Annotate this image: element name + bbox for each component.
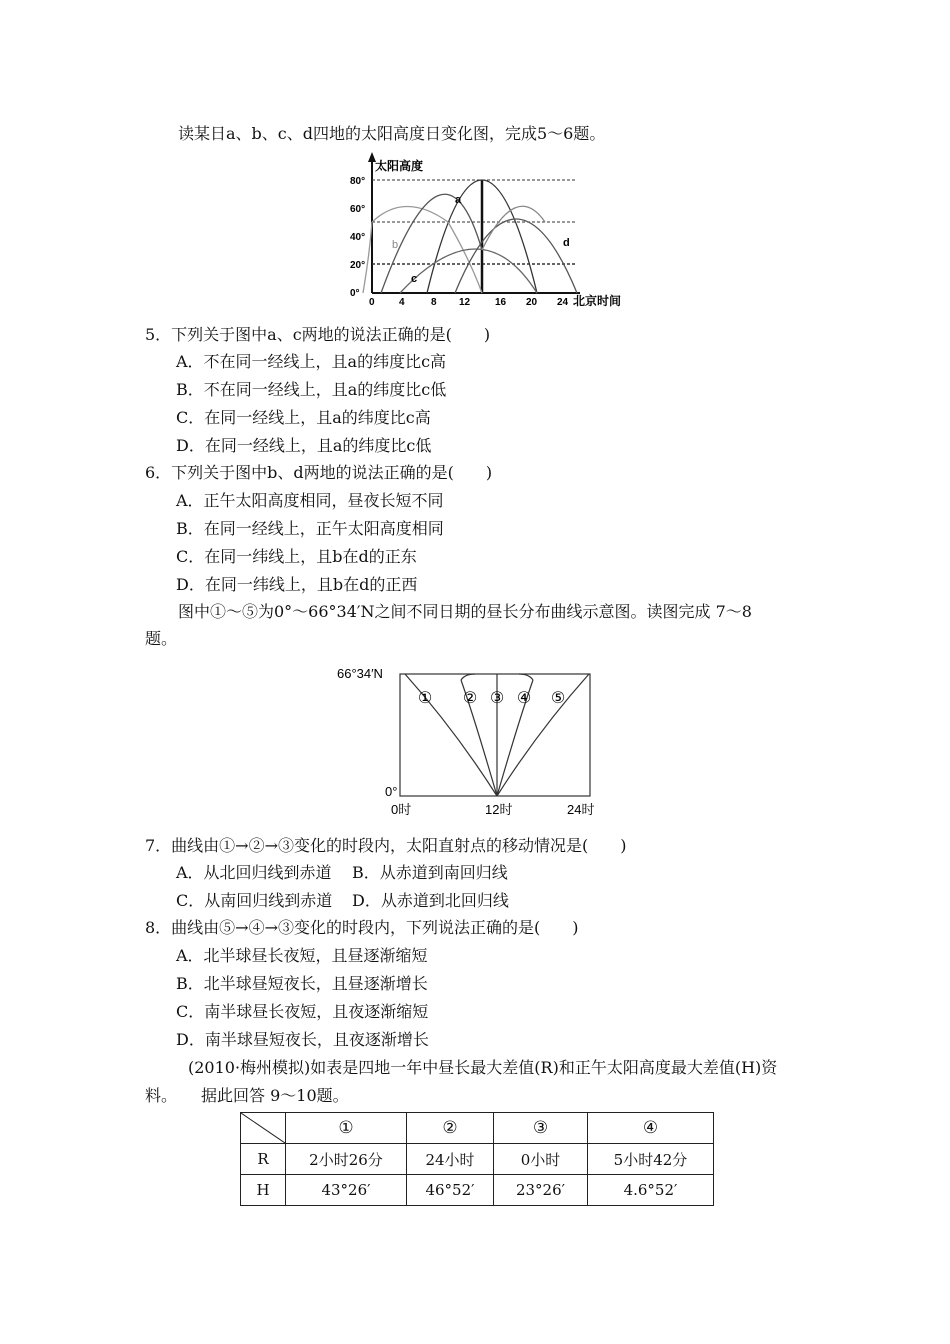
y-tick: 60°	[350, 204, 366, 215]
q6-option-b: B．在同一经线上，正午太阳高度相同	[176, 519, 444, 538]
table-header: ④	[588, 1113, 714, 1144]
table-header: ②	[407, 1113, 494, 1144]
x-tick: 20	[526, 297, 538, 308]
table-cell: 23°26′	[494, 1175, 588, 1206]
q5-option-a: A．不在同一经线上，且a的纬度比c高	[176, 352, 447, 371]
q8-stem: 8．曲线由⑤→④→③变化的时段内，下列说法正确的是( )	[145, 918, 579, 937]
table-header-row	[241, 1113, 714, 1144]
x-tick: 24	[557, 297, 569, 308]
q8-option-a: A．北半球昼长夜短，且昼逐渐缩短	[176, 946, 428, 965]
intro-text-2b: 题。	[145, 629, 178, 648]
x-tick: 4	[399, 297, 405, 308]
x-tick: 0	[369, 297, 375, 308]
curve-label-5: ⑤	[550, 690, 566, 707]
q7-option-b: B．从赤道到南回归线	[352, 863, 508, 882]
diagonal-line	[241, 1113, 285, 1143]
q7-stem: 7．曲线由①→②→③变化的时段内，太阳直射点的移动情况是( )	[145, 836, 627, 855]
day-length-chart	[335, 660, 615, 820]
solar-altitude-chart	[345, 150, 635, 310]
x-tick: 12	[459, 297, 471, 308]
q7-option-c: C．从南回归线到赤道	[176, 891, 333, 910]
q5-stem: 5．下列关于图中a、c两地的说法正确的是( )	[145, 325, 491, 344]
curve-label-d: d	[563, 237, 570, 249]
curve-label-2: ②	[462, 690, 478, 707]
row-label: H	[241, 1175, 286, 1206]
table-cell: 43°26′	[286, 1175, 407, 1206]
x-tick-24h: 24时	[567, 802, 595, 817]
curve-label-3: ③	[489, 690, 505, 707]
curve-label-a: a	[455, 194, 462, 206]
table-cell: 2小时26分	[286, 1144, 407, 1175]
y-tick: 80°	[350, 176, 366, 187]
table-cell: 24小时	[407, 1144, 494, 1175]
table-row	[241, 1144, 714, 1175]
y-tick: 20°	[350, 260, 366, 271]
curve-label-c: c	[411, 273, 418, 285]
row-label: R	[241, 1144, 286, 1175]
data-table	[240, 1112, 714, 1206]
table-header: ③	[494, 1113, 588, 1144]
bottom-lat-label: 0°	[385, 784, 398, 799]
intro-text-2: 图中①～⑤为0°～66°34′N之间不同日期的昼长分布曲线示意图。读图完成 7～8	[178, 602, 752, 621]
intro-text-3b: 料。 据此回答 9～10题。	[145, 1086, 349, 1105]
y-tick: 40°	[350, 232, 366, 243]
x-tick-0h: 0时	[391, 802, 412, 817]
q8-option-b: B．北半球昼短夜长，且昼逐渐增长	[176, 974, 428, 993]
q8-option-d: D．南半球昼短夜长，且夜逐渐增长	[176, 1030, 429, 1049]
table-row	[241, 1175, 714, 1206]
top-lat-label: 66°34′N	[337, 666, 383, 681]
q8-option-c: C．南半球昼长夜短，且夜逐渐缩短	[176, 1002, 429, 1021]
q6-option-a: A．正午太阳高度相同，昼夜长短不同	[176, 491, 444, 510]
q5-option-c: C．在同一经线上，且a的纬度比c高	[176, 408, 431, 427]
table-header: ①	[286, 1113, 407, 1144]
table-cell: 46°52′	[407, 1175, 494, 1206]
x-tick: 16	[495, 297, 507, 308]
q6-stem: 6．下列关于图中b、d两地的说法正确的是( )	[145, 463, 493, 482]
x-tick-12h: 12时	[485, 802, 513, 817]
curve-label-b: b	[392, 239, 399, 251]
q7-option-d: D．从赤道到北回归线	[352, 891, 509, 910]
table-cell: 0小时	[494, 1144, 588, 1175]
y-axis-label: 太阳高度	[375, 159, 424, 173]
x-tick: 8	[431, 297, 437, 308]
table-cell: 5小时42分	[588, 1144, 714, 1175]
x-axis-label: 北京时间	[573, 294, 622, 308]
q5-option-d: D．在同一经线上，且a的纬度比c低	[176, 436, 432, 455]
table-corner-cell	[241, 1113, 286, 1144]
q5-option-b: B．不在同一经线上，且a的纬度比c低	[176, 380, 447, 399]
table-cell: 4.6°52′	[588, 1175, 714, 1206]
q6-option-d: D．在同一纬线上，且b在d的正西	[176, 575, 418, 594]
curve-label-4: ④	[516, 690, 532, 707]
intro-text-1: 读某日a、b、c、d四地的太阳高度日变化图，完成5～6题。	[178, 124, 606, 143]
q7-option-a: A．从北回归线到赤道	[176, 863, 332, 882]
y-tick: 0°	[350, 288, 360, 299]
intro-text-3: (2010·梅州模拟)如表是四地一年中昼长最大差值(R)和正午太阳高度最大差值(H)资	[188, 1058, 778, 1077]
q6-option-c: C．在同一纬线上，且b在d的正东	[176, 547, 417, 566]
curve-label-1: ①	[417, 690, 433, 707]
